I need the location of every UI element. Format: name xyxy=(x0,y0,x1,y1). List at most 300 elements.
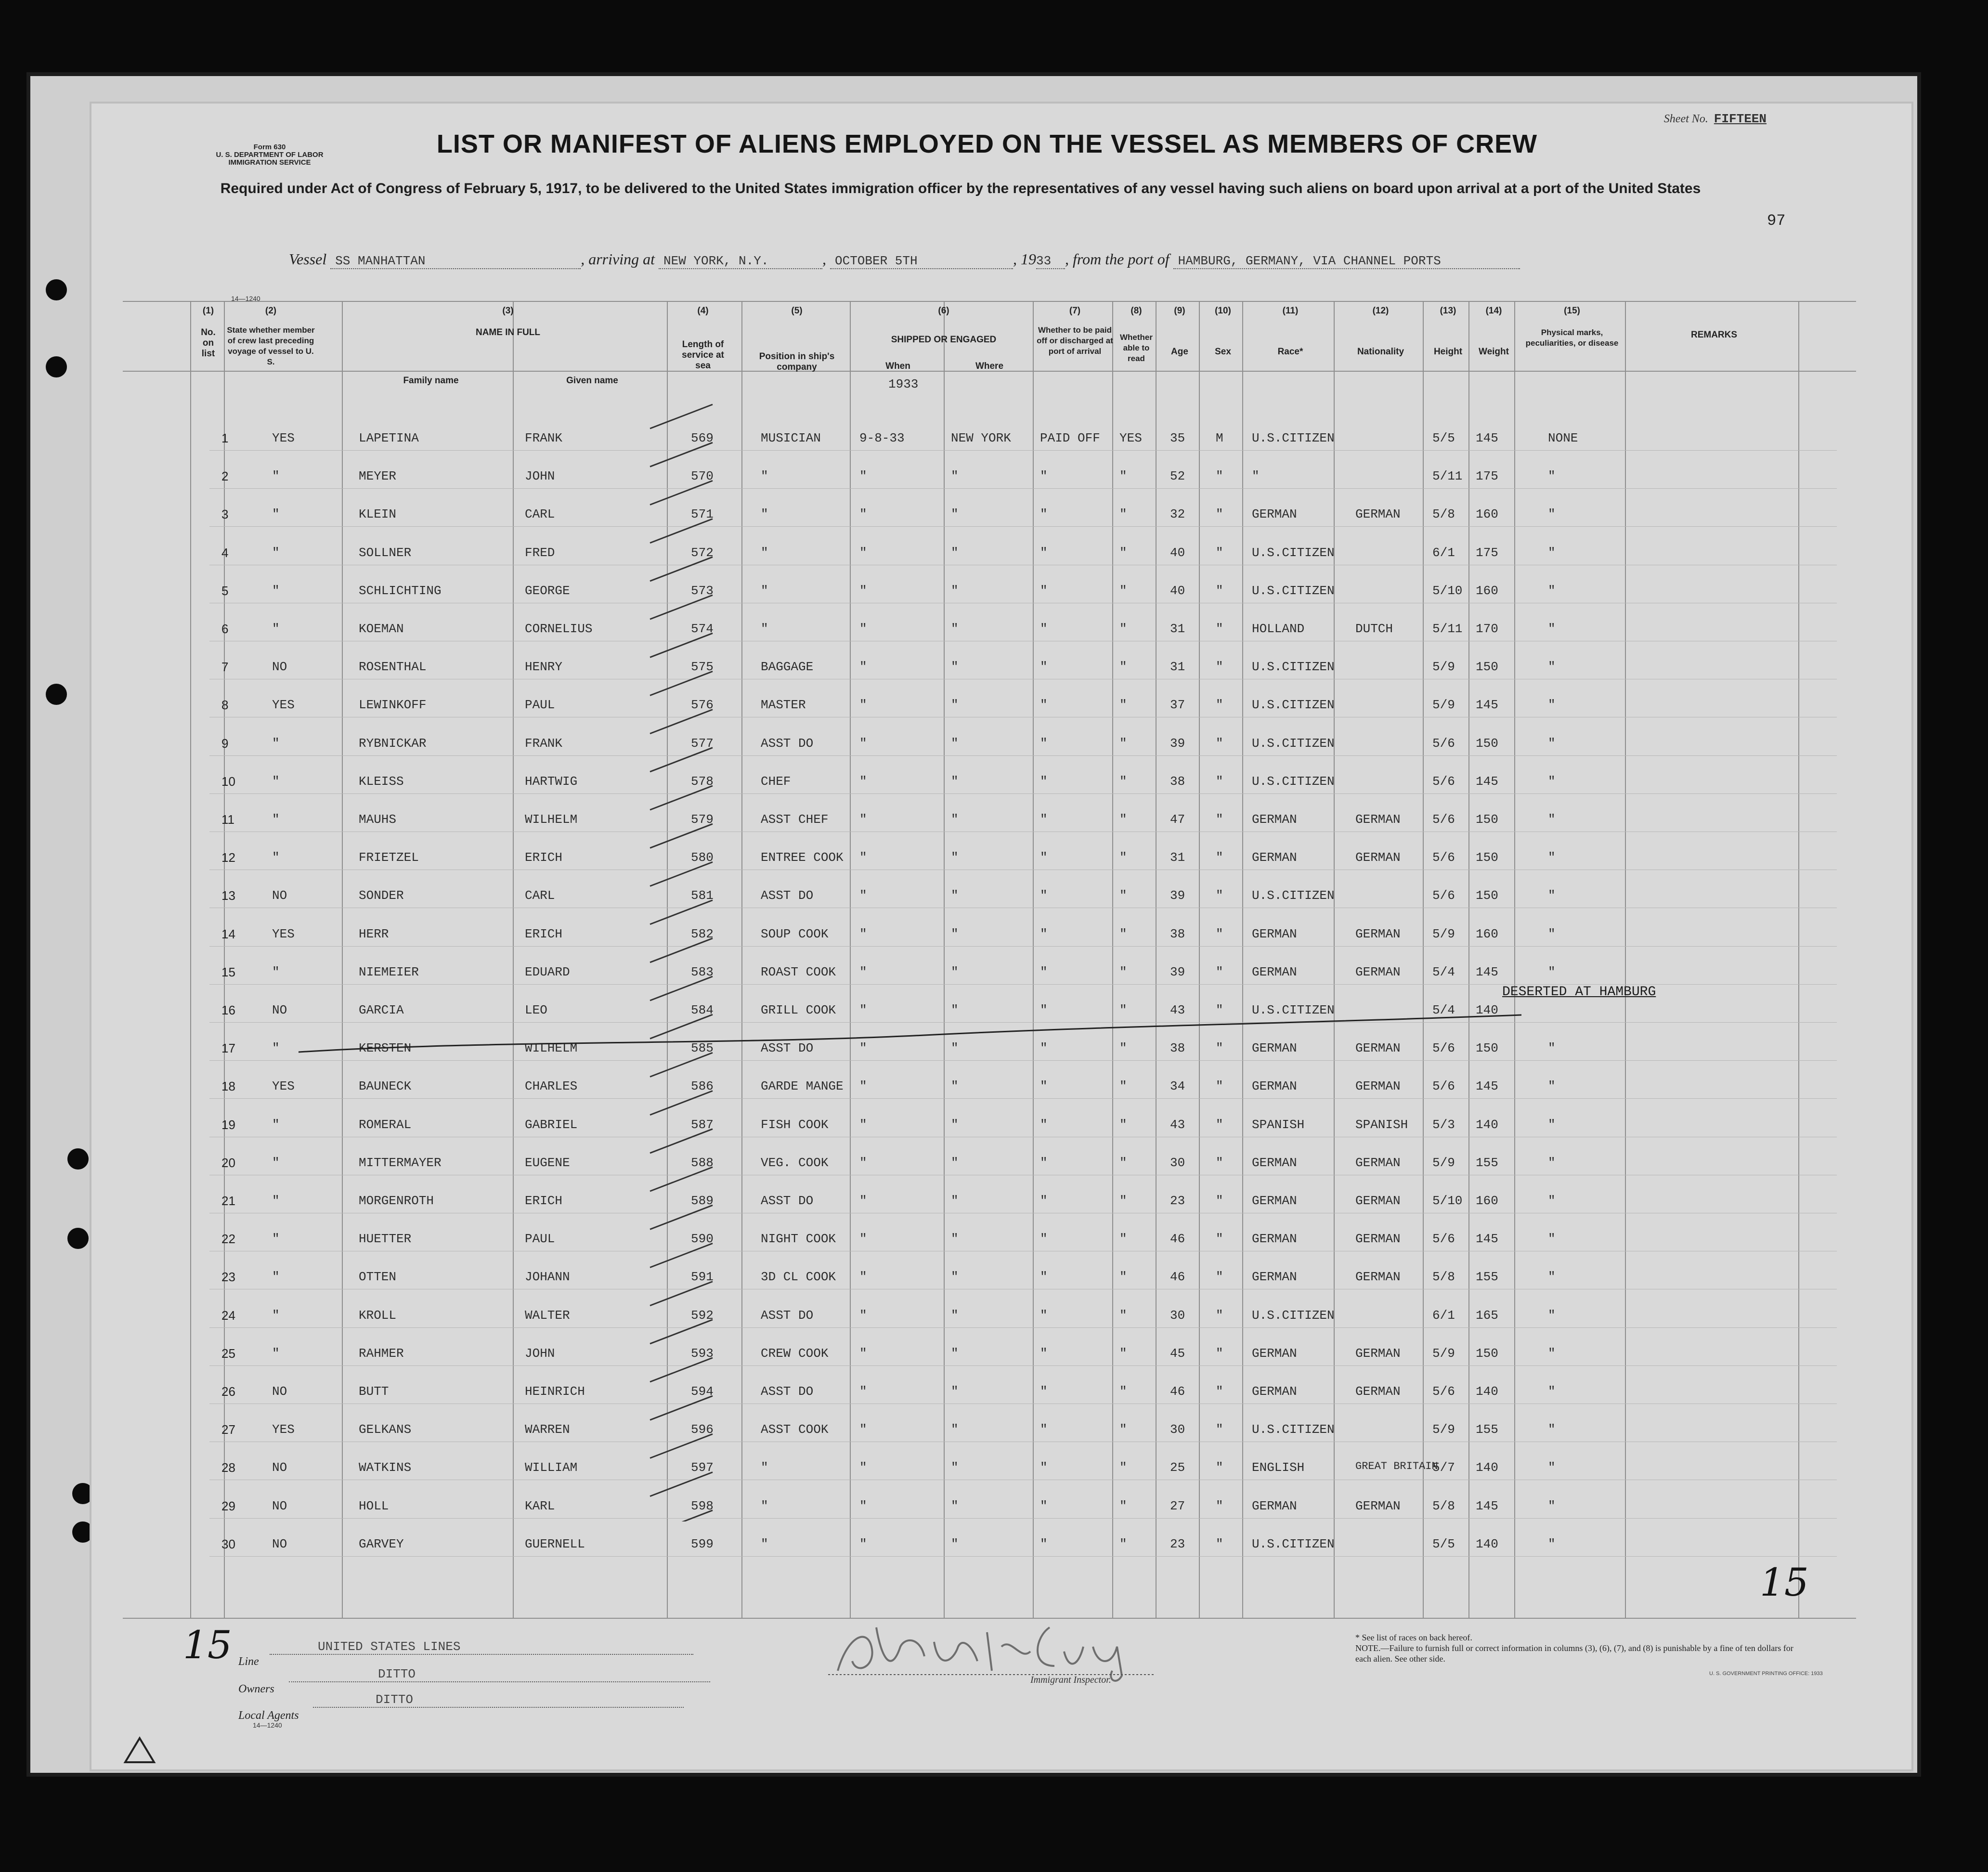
cell-family-name: KROLL xyxy=(359,1308,397,1323)
punch-hole xyxy=(72,1521,93,1543)
cell-age: 30 xyxy=(1170,1308,1185,1323)
column-rule xyxy=(1033,301,1034,1618)
cell-physical-marks: " xyxy=(1548,964,1556,979)
cell-list-number: 5 xyxy=(221,583,229,598)
cell-sex: " xyxy=(1216,660,1223,675)
cell-sex: M xyxy=(1216,431,1223,445)
cell-weight: 165 xyxy=(1476,1308,1498,1323)
check-mark xyxy=(650,1205,713,1229)
service-label: IMMIGRATION SERVICE xyxy=(228,158,311,167)
cell-race: GERMAN xyxy=(1252,1498,1297,1513)
cell-weight: 150 xyxy=(1476,736,1498,751)
cell-height: 5/6 xyxy=(1432,1232,1455,1247)
cell-given-name: PAUL xyxy=(525,1232,555,1247)
cell-family-name: BUTT xyxy=(359,1384,389,1399)
cell-paid-off: " xyxy=(1040,583,1048,598)
cell-shipped-where: " xyxy=(951,469,959,484)
cell-paid-off: " xyxy=(1040,1194,1048,1208)
cell-weight: 145 xyxy=(1476,1498,1498,1513)
cell-race: U.S.CITIZEN xyxy=(1252,660,1335,675)
check-mark xyxy=(650,1014,713,1039)
cell-previous-voyage: " xyxy=(272,507,280,522)
cell-shipped-when: " xyxy=(859,469,867,484)
cell-shipped-when: " xyxy=(859,545,867,560)
header-num-6: (6) xyxy=(938,306,949,316)
cell-race: GERMAN xyxy=(1252,1232,1297,1247)
cell-position: " xyxy=(761,622,768,636)
header-shipped-engaged: SHIPPED OR ENGAGED xyxy=(891,335,997,345)
cell-shipped-when: " xyxy=(859,1003,867,1017)
cell-able-to-read: " xyxy=(1119,1003,1127,1017)
check-mark xyxy=(650,824,713,848)
header-physical-marks: Physical marks, peculiarities, or disease xyxy=(1525,328,1619,348)
row-rule xyxy=(209,793,1837,794)
cell-family-name: WATKINS xyxy=(359,1460,412,1475)
sheet-number-label: Sheet No. xyxy=(1663,113,1708,125)
check-mark xyxy=(650,900,713,924)
arrival-year: 33 xyxy=(1036,254,1065,269)
cell-weight: 150 xyxy=(1476,850,1498,865)
header-num-12: (12) xyxy=(1372,306,1389,316)
punch-hole xyxy=(46,279,67,300)
cell-shipped-when: " xyxy=(859,926,867,941)
check-mark xyxy=(650,1396,713,1420)
cell-age: 31 xyxy=(1170,850,1185,865)
cell-physical-marks: " xyxy=(1548,1155,1556,1170)
cell-sex: " xyxy=(1216,1041,1223,1056)
cell-weight: 145 xyxy=(1476,964,1498,979)
cell-able-to-read: " xyxy=(1119,964,1127,979)
column-rule xyxy=(1514,301,1515,1618)
cell-paid-off: " xyxy=(1040,1003,1048,1017)
cell-height: 5/9 xyxy=(1432,1422,1455,1437)
cell-weight: 175 xyxy=(1476,545,1498,560)
cell-physical-marks: " xyxy=(1548,1308,1556,1323)
owners-value: DITTO xyxy=(289,1667,710,1682)
header-num-7: (7) xyxy=(1069,306,1081,316)
cell-previous-voyage: " xyxy=(272,1232,280,1247)
cell-paid-off: " xyxy=(1040,1155,1048,1170)
cell-list-number: 2 xyxy=(221,469,229,484)
cell-shipped-where: " xyxy=(951,736,959,751)
inspector-label: Immigrant Inspector. xyxy=(1030,1675,1111,1685)
cell-family-name: GARVEY xyxy=(359,1536,404,1551)
column-rule xyxy=(1199,301,1200,1618)
cell-given-name: JOHN xyxy=(525,1346,555,1361)
cell-list-number: 11 xyxy=(221,812,234,827)
cell-age: 39 xyxy=(1170,888,1185,903)
cell-physical-marks: " xyxy=(1548,736,1556,751)
cell-weight: 140 xyxy=(1476,1003,1498,1017)
cell-height: 5/6 xyxy=(1432,1384,1455,1399)
header-paid-off: Whether to be paid off or discharged at port of arrival xyxy=(1037,325,1113,356)
cell-race: " xyxy=(1252,469,1260,484)
cell-paid-off: " xyxy=(1040,1270,1048,1285)
cell-sex: " xyxy=(1216,1270,1223,1285)
cell-given-name: WILLIAM xyxy=(525,1460,578,1475)
cell-race: GERMAN xyxy=(1252,1384,1297,1399)
cell-able-to-read: " xyxy=(1119,1155,1127,1170)
header-height: Height xyxy=(1433,347,1463,357)
cell-race: ENGLISH xyxy=(1252,1460,1305,1475)
cell-age: 38 xyxy=(1170,926,1185,941)
cell-previous-voyage: " xyxy=(272,736,280,751)
check-mark xyxy=(650,862,713,886)
cell-position: CHEF xyxy=(761,774,791,789)
cell-sex: " xyxy=(1216,1536,1223,1551)
crew-table xyxy=(123,301,1856,1620)
cell-position: ASST CHEF xyxy=(761,812,829,827)
header-when: When xyxy=(885,361,910,371)
cell-able-to-read: " xyxy=(1119,469,1127,484)
cell-given-name: WALTER xyxy=(525,1308,570,1323)
cell-given-name: CARL xyxy=(525,507,555,522)
cell-height: 5/8 xyxy=(1432,1270,1455,1285)
header-num-5: (5) xyxy=(791,306,803,316)
cell-paid-off: " xyxy=(1040,1384,1048,1399)
cell-physical-marks: " xyxy=(1548,1079,1556,1094)
cell-able-to-read: " xyxy=(1119,1346,1127,1361)
punch-hole xyxy=(72,1483,93,1504)
cell-position: VEG. COOK xyxy=(761,1155,829,1170)
cell-shipped-when: " xyxy=(859,1270,867,1285)
cell-shipped-when: " xyxy=(859,698,867,713)
cell-able-to-read: " xyxy=(1119,1041,1127,1056)
header-service-length: Length of service at sea xyxy=(682,339,724,371)
local-agents-value: DITTO xyxy=(313,1692,684,1708)
cell-previous-voyage: NO xyxy=(272,1498,287,1513)
cell-shipped-when: " xyxy=(859,1155,867,1170)
cell-race: GERMAN xyxy=(1252,1041,1297,1056)
cell-list-number: 23 xyxy=(221,1270,235,1285)
cell-paid-off: " xyxy=(1040,774,1048,789)
cell-race: U.S.CITIZEN xyxy=(1252,545,1335,560)
cell-position: NIGHT COOK xyxy=(761,1232,836,1247)
cell-shipped-where: " xyxy=(951,660,959,675)
cell-weight: 175 xyxy=(1476,469,1498,484)
cell-paid-off: " xyxy=(1040,1536,1048,1551)
cell-able-to-read: " xyxy=(1119,1536,1127,1551)
cell-shipped-where: " xyxy=(951,1194,959,1208)
punch-hole xyxy=(46,356,67,377)
cell-shipped-when: " xyxy=(859,507,867,522)
cell-sex: " xyxy=(1216,469,1223,484)
cell-age: 40 xyxy=(1170,545,1185,560)
cell-race: U.S.CITIZEN xyxy=(1252,1422,1335,1437)
cell-service-length: 569 xyxy=(691,431,714,445)
cell-family-name: SONDER xyxy=(359,888,404,903)
header-given-name: Given name xyxy=(566,376,618,386)
cell-able-to-read: " xyxy=(1119,1460,1127,1475)
cell-able-to-read: " xyxy=(1119,1194,1127,1208)
cell-physical-marks: NONE xyxy=(1548,431,1578,445)
cell-given-name: FRANK xyxy=(525,431,563,445)
cell-sex: " xyxy=(1216,507,1223,522)
cell-shipped-when: " xyxy=(859,774,867,789)
sheet-number-value: FIFTEEN xyxy=(1714,112,1767,126)
cell-shipped-where: " xyxy=(951,774,959,789)
cell-shipped-where: " xyxy=(951,964,959,979)
cell-age: 43 xyxy=(1170,1117,1185,1132)
cell-nationality: GERMAN xyxy=(1355,1384,1401,1399)
cell-position: " xyxy=(761,1536,768,1551)
year-note: 1933 xyxy=(888,377,919,391)
cell-age: 40 xyxy=(1170,583,1185,598)
cell-position: GRILL COOK xyxy=(761,1003,836,1017)
cell-weight: 170 xyxy=(1476,622,1498,636)
cell-list-number: 22 xyxy=(221,1232,235,1247)
cell-shipped-when: " xyxy=(859,1460,867,1475)
cell-physical-marks: " xyxy=(1548,622,1556,636)
cell-race: U.S.CITIZEN xyxy=(1252,431,1335,445)
check-mark xyxy=(650,1358,713,1382)
cell-list-number: 30 xyxy=(221,1536,235,1551)
cell-nationality: GERMAN xyxy=(1355,1498,1401,1513)
check-mark xyxy=(650,786,713,810)
cell-given-name: HARTWIG xyxy=(525,774,578,789)
cell-previous-voyage: " xyxy=(272,964,280,979)
cell-shipped-where: " xyxy=(951,1536,959,1551)
cell-list-number: 14 xyxy=(221,926,235,941)
column-rule xyxy=(342,301,343,1618)
check-mark xyxy=(650,671,713,695)
cell-service-length: 576 xyxy=(691,698,714,713)
header-where: Where xyxy=(975,361,1004,371)
cell-physical-marks: " xyxy=(1548,1232,1556,1247)
cell-height: 5/5 xyxy=(1432,1536,1455,1551)
header-previous-voyage: State whether member of crew last preceding voyage of vessel to U. S. xyxy=(227,325,315,366)
cell-given-name: CARL xyxy=(525,888,555,903)
department-label: U. S. DEPARTMENT OF LABOR xyxy=(216,151,324,159)
cell-paid-off: " xyxy=(1040,1117,1048,1132)
cell-race: U.S.CITIZEN xyxy=(1252,1308,1335,1323)
owners-label: Owners xyxy=(238,1683,274,1695)
cell-height: 5/7 xyxy=(1432,1460,1455,1475)
cell-shipped-where: " xyxy=(951,1003,959,1017)
cell-shipped-when: " xyxy=(859,812,867,827)
cell-sex: " xyxy=(1216,888,1223,903)
cell-physical-marks: " xyxy=(1548,1498,1556,1513)
table-top-rule xyxy=(123,301,1856,302)
cell-previous-voyage: YES xyxy=(272,1422,295,1437)
cell-given-name: GUERNELL xyxy=(525,1536,585,1551)
cell-service-length: 585 xyxy=(691,1041,714,1056)
check-mark xyxy=(650,633,713,657)
cell-shipped-when: " xyxy=(859,583,867,598)
cell-given-name: WILHELM xyxy=(525,1041,578,1056)
cell-previous-voyage: " xyxy=(272,545,280,560)
cell-list-number: 21 xyxy=(221,1194,235,1208)
cell-nationality: GERMAN xyxy=(1355,926,1401,941)
cell-age: 30 xyxy=(1170,1155,1185,1170)
cell-list-number: 4 xyxy=(221,545,229,560)
cell-weight: 140 xyxy=(1476,1384,1498,1399)
cell-race: GERMAN xyxy=(1252,1079,1297,1094)
cell-shipped-where: " xyxy=(951,1460,959,1475)
cell-given-name: PAUL xyxy=(525,698,555,713)
cell-physical-marks: " xyxy=(1548,698,1556,713)
cell-position: ASST DO xyxy=(761,1194,814,1208)
cell-height: 5/6 xyxy=(1432,1079,1455,1094)
cell-age: 38 xyxy=(1170,1041,1185,1056)
check-mark xyxy=(650,442,713,467)
cell-weight: 140 xyxy=(1476,1460,1498,1475)
inspector-signature xyxy=(828,1618,1165,1685)
cell-position: GARDE MANGE xyxy=(761,1079,844,1094)
cell-service-length: 586 xyxy=(691,1079,714,1094)
cell-height: 6/1 xyxy=(1432,545,1455,560)
cell-height: 5/6 xyxy=(1432,888,1455,903)
cell-able-to-read: " xyxy=(1119,622,1127,636)
cell-family-name: OTTEN xyxy=(359,1270,397,1285)
cell-sex: " xyxy=(1216,774,1223,789)
header-num-9: (9) xyxy=(1174,306,1185,316)
cell-service-length: 578 xyxy=(691,774,714,789)
cell-previous-voyage: " xyxy=(272,812,280,827)
cell-previous-voyage: " xyxy=(272,774,280,789)
cell-shipped-when: " xyxy=(859,660,867,675)
from-port-label: , from the port of xyxy=(1065,250,1169,268)
cell-weight: 150 xyxy=(1476,812,1498,827)
cell-previous-voyage: YES xyxy=(272,926,295,941)
cell-family-name: KOEMAN xyxy=(359,622,404,636)
cell-nationality: GERMAN xyxy=(1355,1232,1401,1247)
cell-shipped-where: " xyxy=(951,1346,959,1361)
cell-shipped-when: " xyxy=(859,1384,867,1399)
cell-list-number: 1 xyxy=(221,431,229,445)
cell-shipped-where: " xyxy=(951,545,959,560)
cell-weight: 140 xyxy=(1476,1117,1498,1132)
cell-able-to-read: " xyxy=(1119,507,1127,522)
cell-weight: 145 xyxy=(1476,698,1498,713)
cell-given-name: CHARLES xyxy=(525,1079,578,1094)
cell-weight: 160 xyxy=(1476,1194,1498,1208)
cell-sex: " xyxy=(1216,545,1223,560)
cell-race: U.S.CITIZEN xyxy=(1252,774,1335,789)
check-mark xyxy=(650,595,713,619)
cell-service-length: 573 xyxy=(691,583,714,598)
cell-list-number: 25 xyxy=(221,1346,235,1361)
cell-previous-voyage: " xyxy=(272,1041,280,1056)
cell-position: ROAST COOK xyxy=(761,964,836,979)
check-mark xyxy=(650,748,713,772)
check-mark xyxy=(650,481,713,505)
cell-paid-off: " xyxy=(1040,1460,1048,1475)
local-agents-label: Local Agents xyxy=(238,1709,299,1722)
cell-position: ENTREE COOK xyxy=(761,850,844,865)
cell-paid-off: " xyxy=(1040,507,1048,522)
cell-physical-marks: " xyxy=(1548,926,1556,941)
cell-given-name: FRED xyxy=(525,545,555,560)
cell-service-length: 580 xyxy=(691,850,714,865)
cell-service-length: 598 xyxy=(691,1498,714,1513)
cell-shipped-when: " xyxy=(859,1308,867,1323)
cell-position: " xyxy=(761,507,768,522)
penalty-note: NOTE.—Failure to furnish full or correct information in columns (3), (6), (7), and (8) is punishable by a fine of ten dollars for each alien. See other side. xyxy=(1355,1643,1793,1664)
cell-service-length: 581 xyxy=(691,888,714,903)
cell-age: 30 xyxy=(1170,1422,1185,1437)
cell-paid-off: " xyxy=(1040,926,1048,941)
cell-paid-off: " xyxy=(1040,964,1048,979)
year-prefix: , 19 xyxy=(1013,250,1036,268)
cell-shipped-where: " xyxy=(951,926,959,941)
cell-height: 5/11 xyxy=(1432,469,1463,484)
cell-paid-off: " xyxy=(1040,1308,1048,1323)
cell-race: U.S.CITIZEN xyxy=(1252,583,1335,598)
cell-previous-voyage: NO xyxy=(272,888,287,903)
cell-height: 5/6 xyxy=(1432,812,1455,827)
cell-able-to-read: " xyxy=(1119,926,1127,941)
cell-previous-voyage: NO xyxy=(272,1384,287,1399)
cell-paid-off: " xyxy=(1040,736,1048,751)
cell-nationality: GREAT BRITAIN xyxy=(1355,1460,1438,1473)
header-remarks: REMARKS xyxy=(1690,330,1738,340)
cell-nationality: GERMAN xyxy=(1355,1346,1401,1361)
cell-weight: 145 xyxy=(1476,1232,1498,1247)
cell-list-number: 7 xyxy=(221,660,229,675)
cell-able-to-read: " xyxy=(1119,888,1127,903)
check-mark xyxy=(650,519,713,543)
cell-shipped-when: " xyxy=(859,1346,867,1361)
cell-able-to-read: " xyxy=(1119,583,1127,598)
cell-age: 35 xyxy=(1170,431,1185,445)
cell-family-name: GELKANS xyxy=(359,1422,412,1437)
cell-given-name: GABRIEL xyxy=(525,1117,578,1132)
cell-height: 5/11 xyxy=(1432,622,1463,636)
cell-sex: " xyxy=(1216,1117,1223,1132)
printing-office-line: U. S. GOVERNMENT PRINTING OFFICE: 1933 xyxy=(1709,1671,1823,1677)
cell-paid-off: " xyxy=(1040,622,1048,636)
column-rule xyxy=(1625,301,1626,1618)
cell-race: GERMAN xyxy=(1252,812,1297,827)
cell-position: CREW COOK xyxy=(761,1346,829,1361)
header-num-3: (3) xyxy=(502,306,514,316)
arrival-date: OCTOBER 5TH xyxy=(830,254,1013,269)
cell-sex: " xyxy=(1216,812,1223,827)
cell-list-number: 28 xyxy=(221,1460,235,1475)
cell-age: 43 xyxy=(1170,1003,1185,1017)
cell-race: SPANISH xyxy=(1252,1117,1305,1132)
cell-age: 23 xyxy=(1170,1536,1185,1551)
cell-race: GERMAN xyxy=(1252,1270,1297,1285)
line-label: Line xyxy=(238,1655,259,1668)
cell-previous-voyage: NO xyxy=(272,1460,287,1475)
cell-given-name: ERICH xyxy=(525,926,563,941)
cell-shipped-when: " xyxy=(859,622,867,636)
cell-paid-off: " xyxy=(1040,1079,1048,1094)
cell-age: 31 xyxy=(1170,622,1185,636)
punch-hole xyxy=(67,1228,89,1249)
row-rule xyxy=(209,1098,1837,1099)
page-number: 97 xyxy=(1767,212,1786,230)
cell-height: 5/3 xyxy=(1432,1117,1455,1132)
column-rule xyxy=(1423,301,1424,1618)
cell-shipped-where: " xyxy=(951,1422,959,1437)
cell-nationality: GERMAN xyxy=(1355,1155,1401,1170)
cell-shipped-where: " xyxy=(951,1232,959,1247)
cell-sex: " xyxy=(1216,1422,1223,1437)
cell-race: GERMAN xyxy=(1252,1346,1297,1361)
cell-previous-voyage: NO xyxy=(272,1536,287,1551)
cell-physical-marks: " xyxy=(1548,507,1556,522)
footer-note xyxy=(1355,1632,1808,1664)
cell-service-length: 574 xyxy=(691,622,714,636)
cell-position: ASST DO xyxy=(761,1384,814,1399)
cell-given-name: WARREN xyxy=(525,1422,570,1437)
header-nationality: Nationality xyxy=(1357,347,1404,357)
check-mark xyxy=(650,938,713,962)
cell-age: 45 xyxy=(1170,1346,1185,1361)
